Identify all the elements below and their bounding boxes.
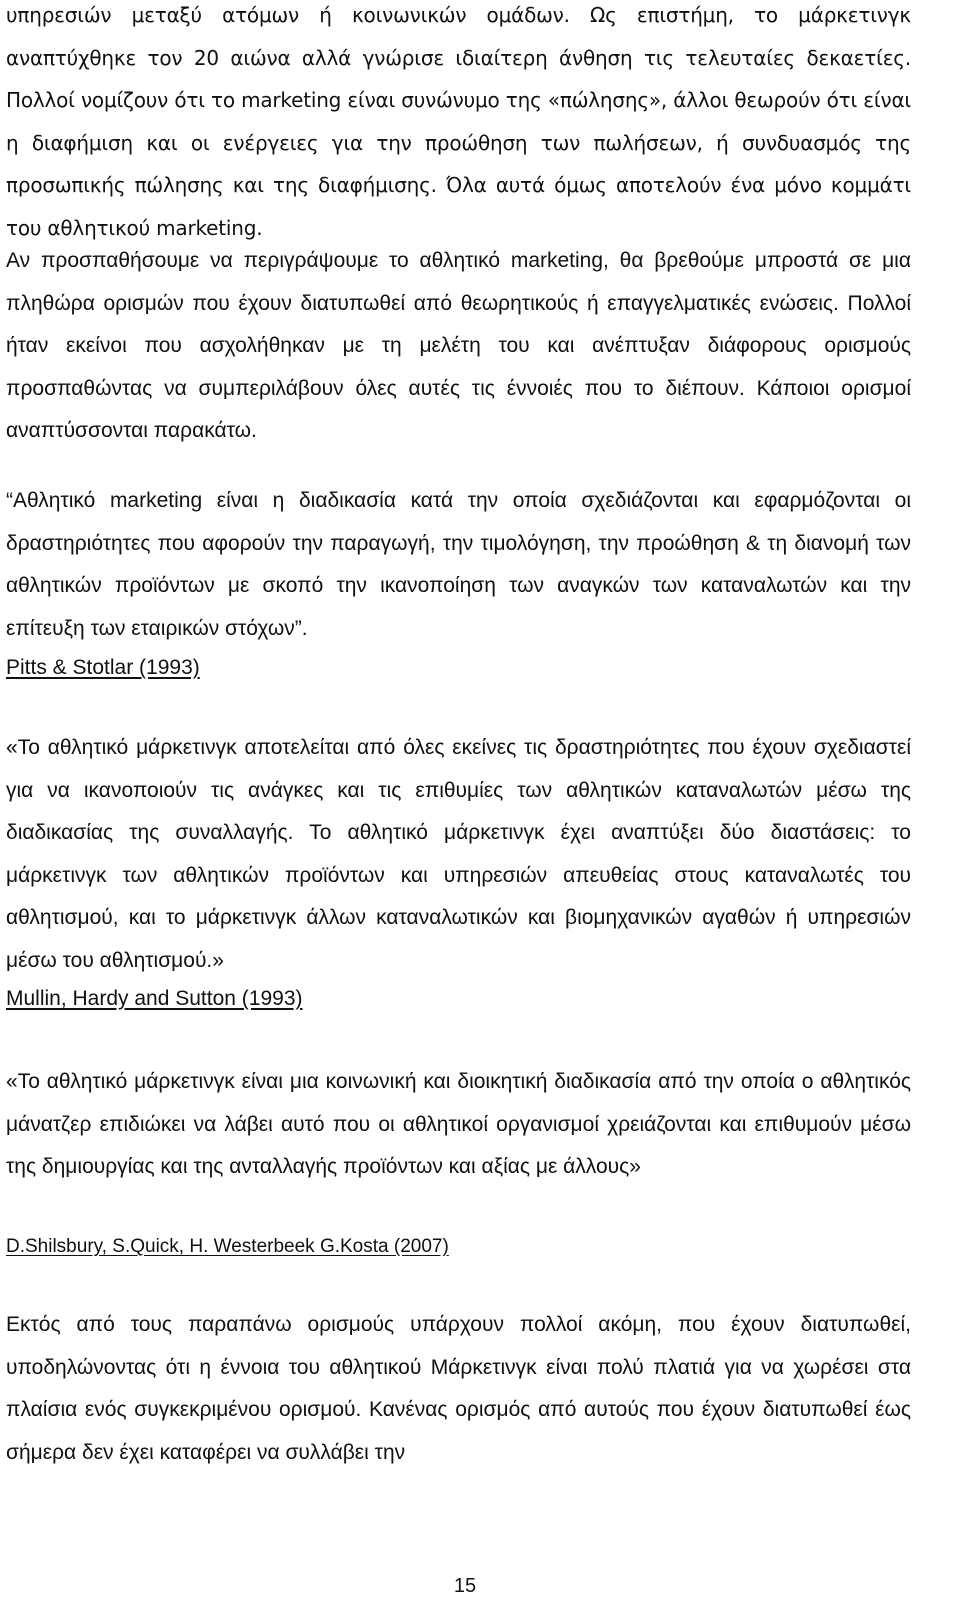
definition-quote-2: «Το αθλητικό μάρκετινγκ αποτελείται από όλες εκείνες τις δραστηριότητες που έχουν σχεδιαστεί για να ικανοποιούν τις ανάγκες και τις επιθυμίες των αθλητικών καταναλωτών μέσω της διαδικασίας της συναλλαγής. Το αθλητικό μάρκετινγκ έχει αναπτύξει δύο διαστάσεις: το μάρκετινγκ των αθλητικών προϊόντων και υπηρεσιών απευθείας στους καταναλωτές του αθλητισμού, και το μάρκετινγκ άλλων καταναλωτικών και βιομηχανικών αγαθών ή υπηρεσιών μέσω του αθλητισμού.» — [6, 736, 911, 972]
definition-quote-1: “Αθλητικό marketing είναι η διαδικασία κατά την οποία σχεδιάζονται και εφαρμόζονται οι δραστηριότητες που αφορούν την παραγωγή, την τιμολόγηση, την προώθηση & τη διανομή των αθλητικών προϊόντων με σκοπό την ικανοποίηση των αναγκών των καταναλωτών και την επίτευξη των εταιρικών στόχων”. — [6, 489, 911, 640]
definitions-intro-paragraph: Αν προσπαθήσουμε να περιγράψουμε το αθλητικό marketing, θα βρεθούμε μπροστά σε μια πληθώρα ορισμών που έχουν διατυπωθεί από θεωρητικούς ή επαγγελματικές ενώσεις. Πολλοί ήταν εκείνοι που ασχολήθηκαν με τη μελέτη του και ανέπτυξαν διάφορους ορισμούς προσπαθώντας να συμπεριλάβουν όλες αυτές τις έννοιές που το διέπουν. Κάποιοι ορισμοί αναπτύσσονται παρακάτω. — [6, 249, 911, 442]
page-number: 15 — [453, 1575, 477, 1597]
citation-mullin-hardy-sutton: Mullin, Hardy and Sutton (1993) — [6, 987, 303, 1010]
closing-paragraph: Εκτός από τους παραπάνω ορισμούς υπάρχουν πολλοί ακόμη, που έχουν διατυπωθεί, υποδηλώνοντας ότι η έννοια του αθλητικού Μάρκετινγκ είναι πολύ πλατιά για να χωρέσει στα πλαίσια ενός συγκεκριμένου ορισμού. Κανένας ορισμός από αυτούς που έχουν διατυπωθεί έως σήμερα δεν έχει καταφέρει να συλλάβει την — [6, 1313, 911, 1464]
citation-shilsbury-et-al: D.Shilsbury, S.Quick, H. Westerbeek G.Kosta (2007) — [6, 1236, 449, 1257]
definition-quote-3: «Το αθλητικό μάρκετινγκ είναι μια κοινωνική και διοικητική διαδικασία από την οποία ο αθλητικός μάνατζερ επιδιώκει να λάβει αυτό που οι αθλητικοί οργανισμοί χρειάζονται και επιθυμούν μέσω της δημιουργίας και της ανταλλαγής προϊόντων και αξίας με άλλους» — [6, 1070, 911, 1178]
citation-pitts-stotlar: Pitts & Stotlar (1993) — [6, 656, 200, 679]
intro-paragraph: υπηρεσιών μεταξύ ατόμων ή κοινωνικών ομάδων. Ως επιστήμη, το μάρκετινγκ αναπτύχθηκε τον 20 αιώνα αλλά γνώρισε ιδιαίτερη άνθηση τις τελευταίες δεκαετίες. Πολλοί νομίζουν ότι το marketing είναι συνώνυμο της «πώλησης», άλλοι θεωρούν ότι είναι η διαφήμιση και οι ενέργειες για την προώθηση των πωλήσεων, ή συνδυασμός της προσωπικής πώλησης και της διαφήμισης. Όλα αυτά όμως αποτελούν ένα μόνο κομμάτι του αθλητικού marketing. — [6, 3, 911, 240]
